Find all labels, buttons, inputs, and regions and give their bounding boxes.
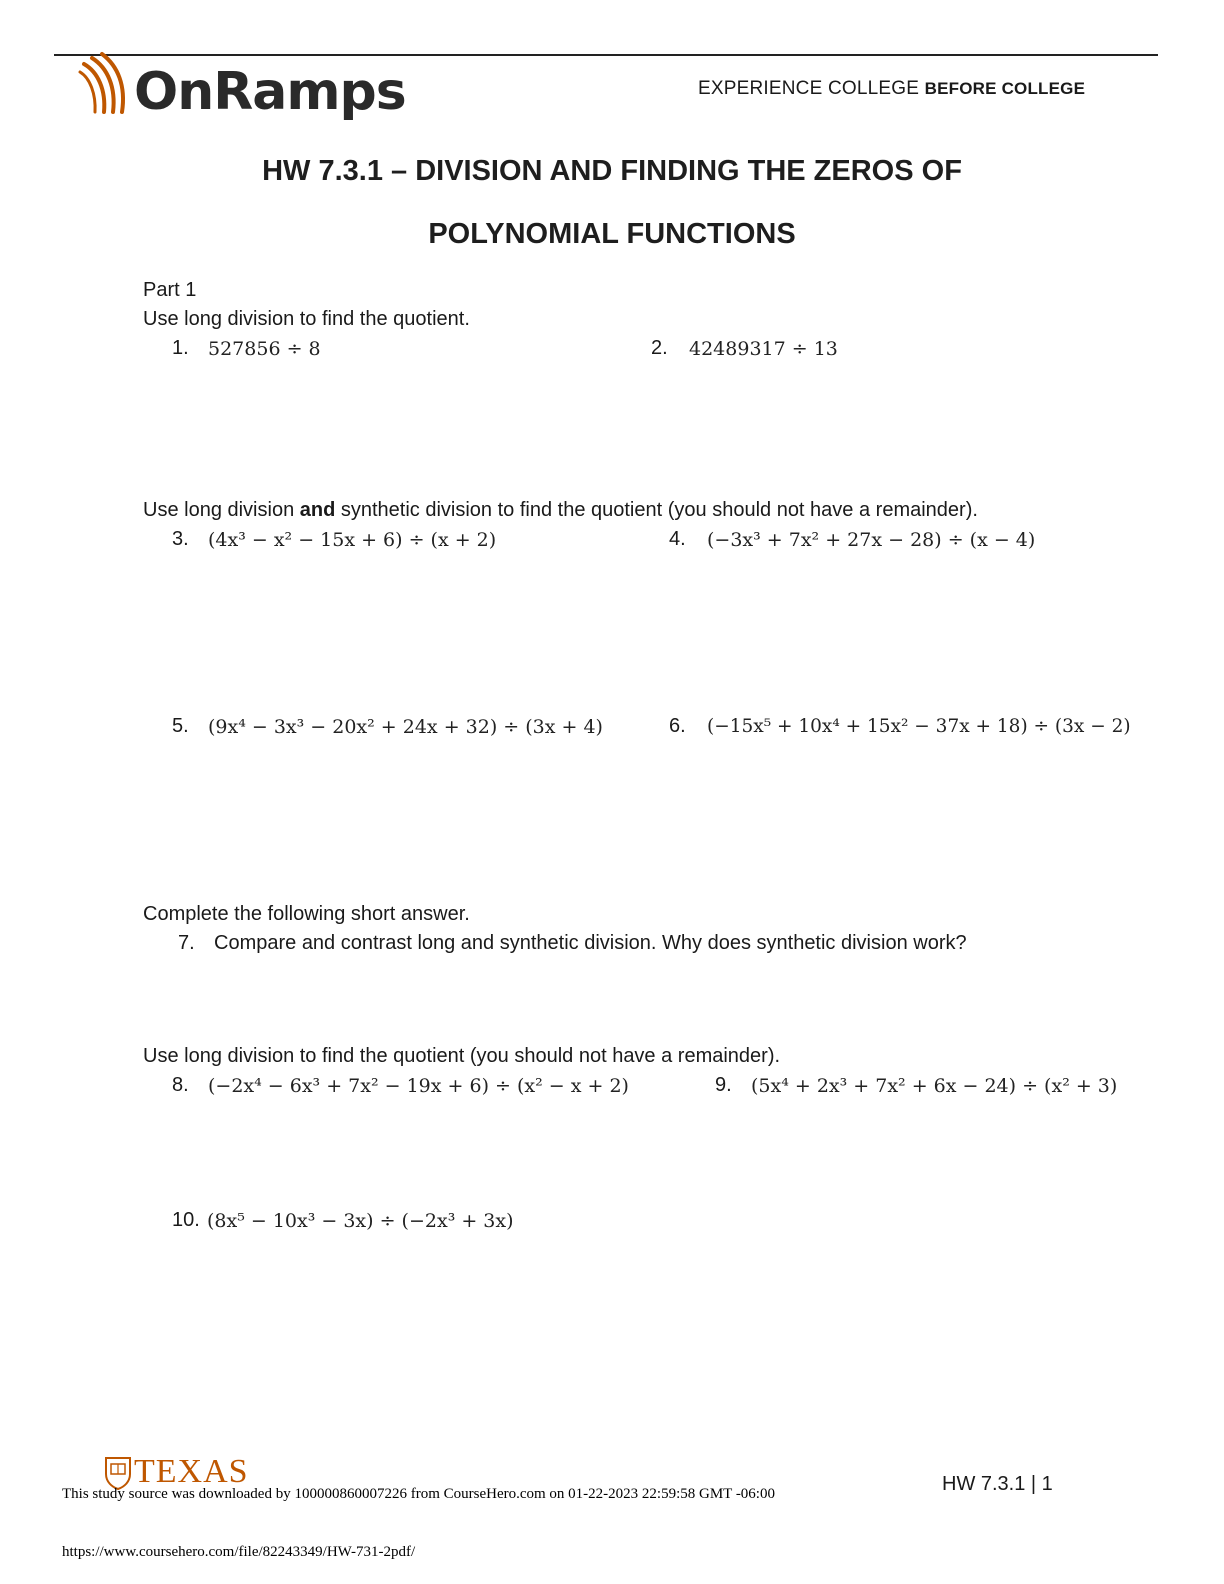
section2-instruction [143,499,978,522]
logo-text: OnRamps [134,62,406,122]
problem-expression: (8x⁵ − 10x³ − 3x) ÷ (−2x³ + 3x) [207,1210,514,1232]
problem-number: 1. [172,337,189,359]
tagline [698,78,1085,100]
problem-number: 10. [172,1209,200,1231]
problem-expression: (9x⁴ − 3x³ − 20x² + 24x + 32) ÷ (3x + 4) [208,716,603,738]
instruction-part: synthetic division to find the quotient (you should not have a remainder). [335,499,978,521]
problem-number: 6. [669,715,686,737]
tagline-part2: BEFORE COLLEGE [924,79,1086,98]
short-answer-question: Compare and contrast long and synthetic division. Why does synthetic division work? [214,932,967,954]
problem-number: 8. [172,1074,189,1096]
problem-expression: (−15x⁵ + 10x⁴ + 15x² − 37x + 18) ÷ (3x − 2) [707,716,1131,737]
problem-number: 9. [715,1074,732,1096]
section3-instruction: Complete the following short answer. [143,903,470,925]
problem-number: 4. [669,528,686,550]
instruction-bold: and [299,499,336,521]
part-label: Part 1 [143,279,197,301]
problem-expression: 42489317 ÷ 13 [689,338,838,360]
problem-number: 3. [172,528,189,550]
problem-expression: (−2x⁴ − 6x³ + 7x² − 19x + 6) ÷ (x² − x + 2) [208,1075,629,1097]
problem-number: 7. [178,932,195,954]
problem-expression: (5x⁴ + 2x³ + 7x² + 6x − 24) ÷ (x² + 3) [751,1075,1118,1097]
texas-wordmark: TEXAS [134,1453,249,1490]
problem-number: 2. [651,337,668,359]
page-footer-label: HW 7.3.1 | 1 [942,1473,1053,1495]
onramps-swoosh-icon [76,50,132,120]
section4-instruction: Use long division to find the quotient (you should not have a remainder). [143,1045,781,1067]
problem-expression: (4x³ − x² − 15x + 6) ÷ (x + 2) [208,529,497,551]
title-line2: POLYNOMIAL FUNCTIONS [428,218,796,250]
source-url: https://www.coursehero.com/file/82243349/HW-731-2pdf/ [62,1544,416,1560]
problem-number: 5. [172,715,189,737]
download-watermark: This study source was downloaded by 100000860007226 from CourseHero.com on 01-22-2023 22:59:58 GMT -06:00 [62,1486,775,1502]
tagline-part1: EXPERIENCE COLLEGE [698,78,925,99]
title-line1: HW 7.3.1 – DIVISION AND FINDING THE ZEROS OF [262,155,962,187]
problem-expression: (−3x³ + 7x² + 27x − 28) ÷ (x − 4) [707,529,1036,551]
section1-instruction: Use long division to find the quotient. [143,308,470,330]
problem-expression: 527856 ÷ 8 [208,338,321,360]
instruction-part: Use long division [143,499,300,521]
